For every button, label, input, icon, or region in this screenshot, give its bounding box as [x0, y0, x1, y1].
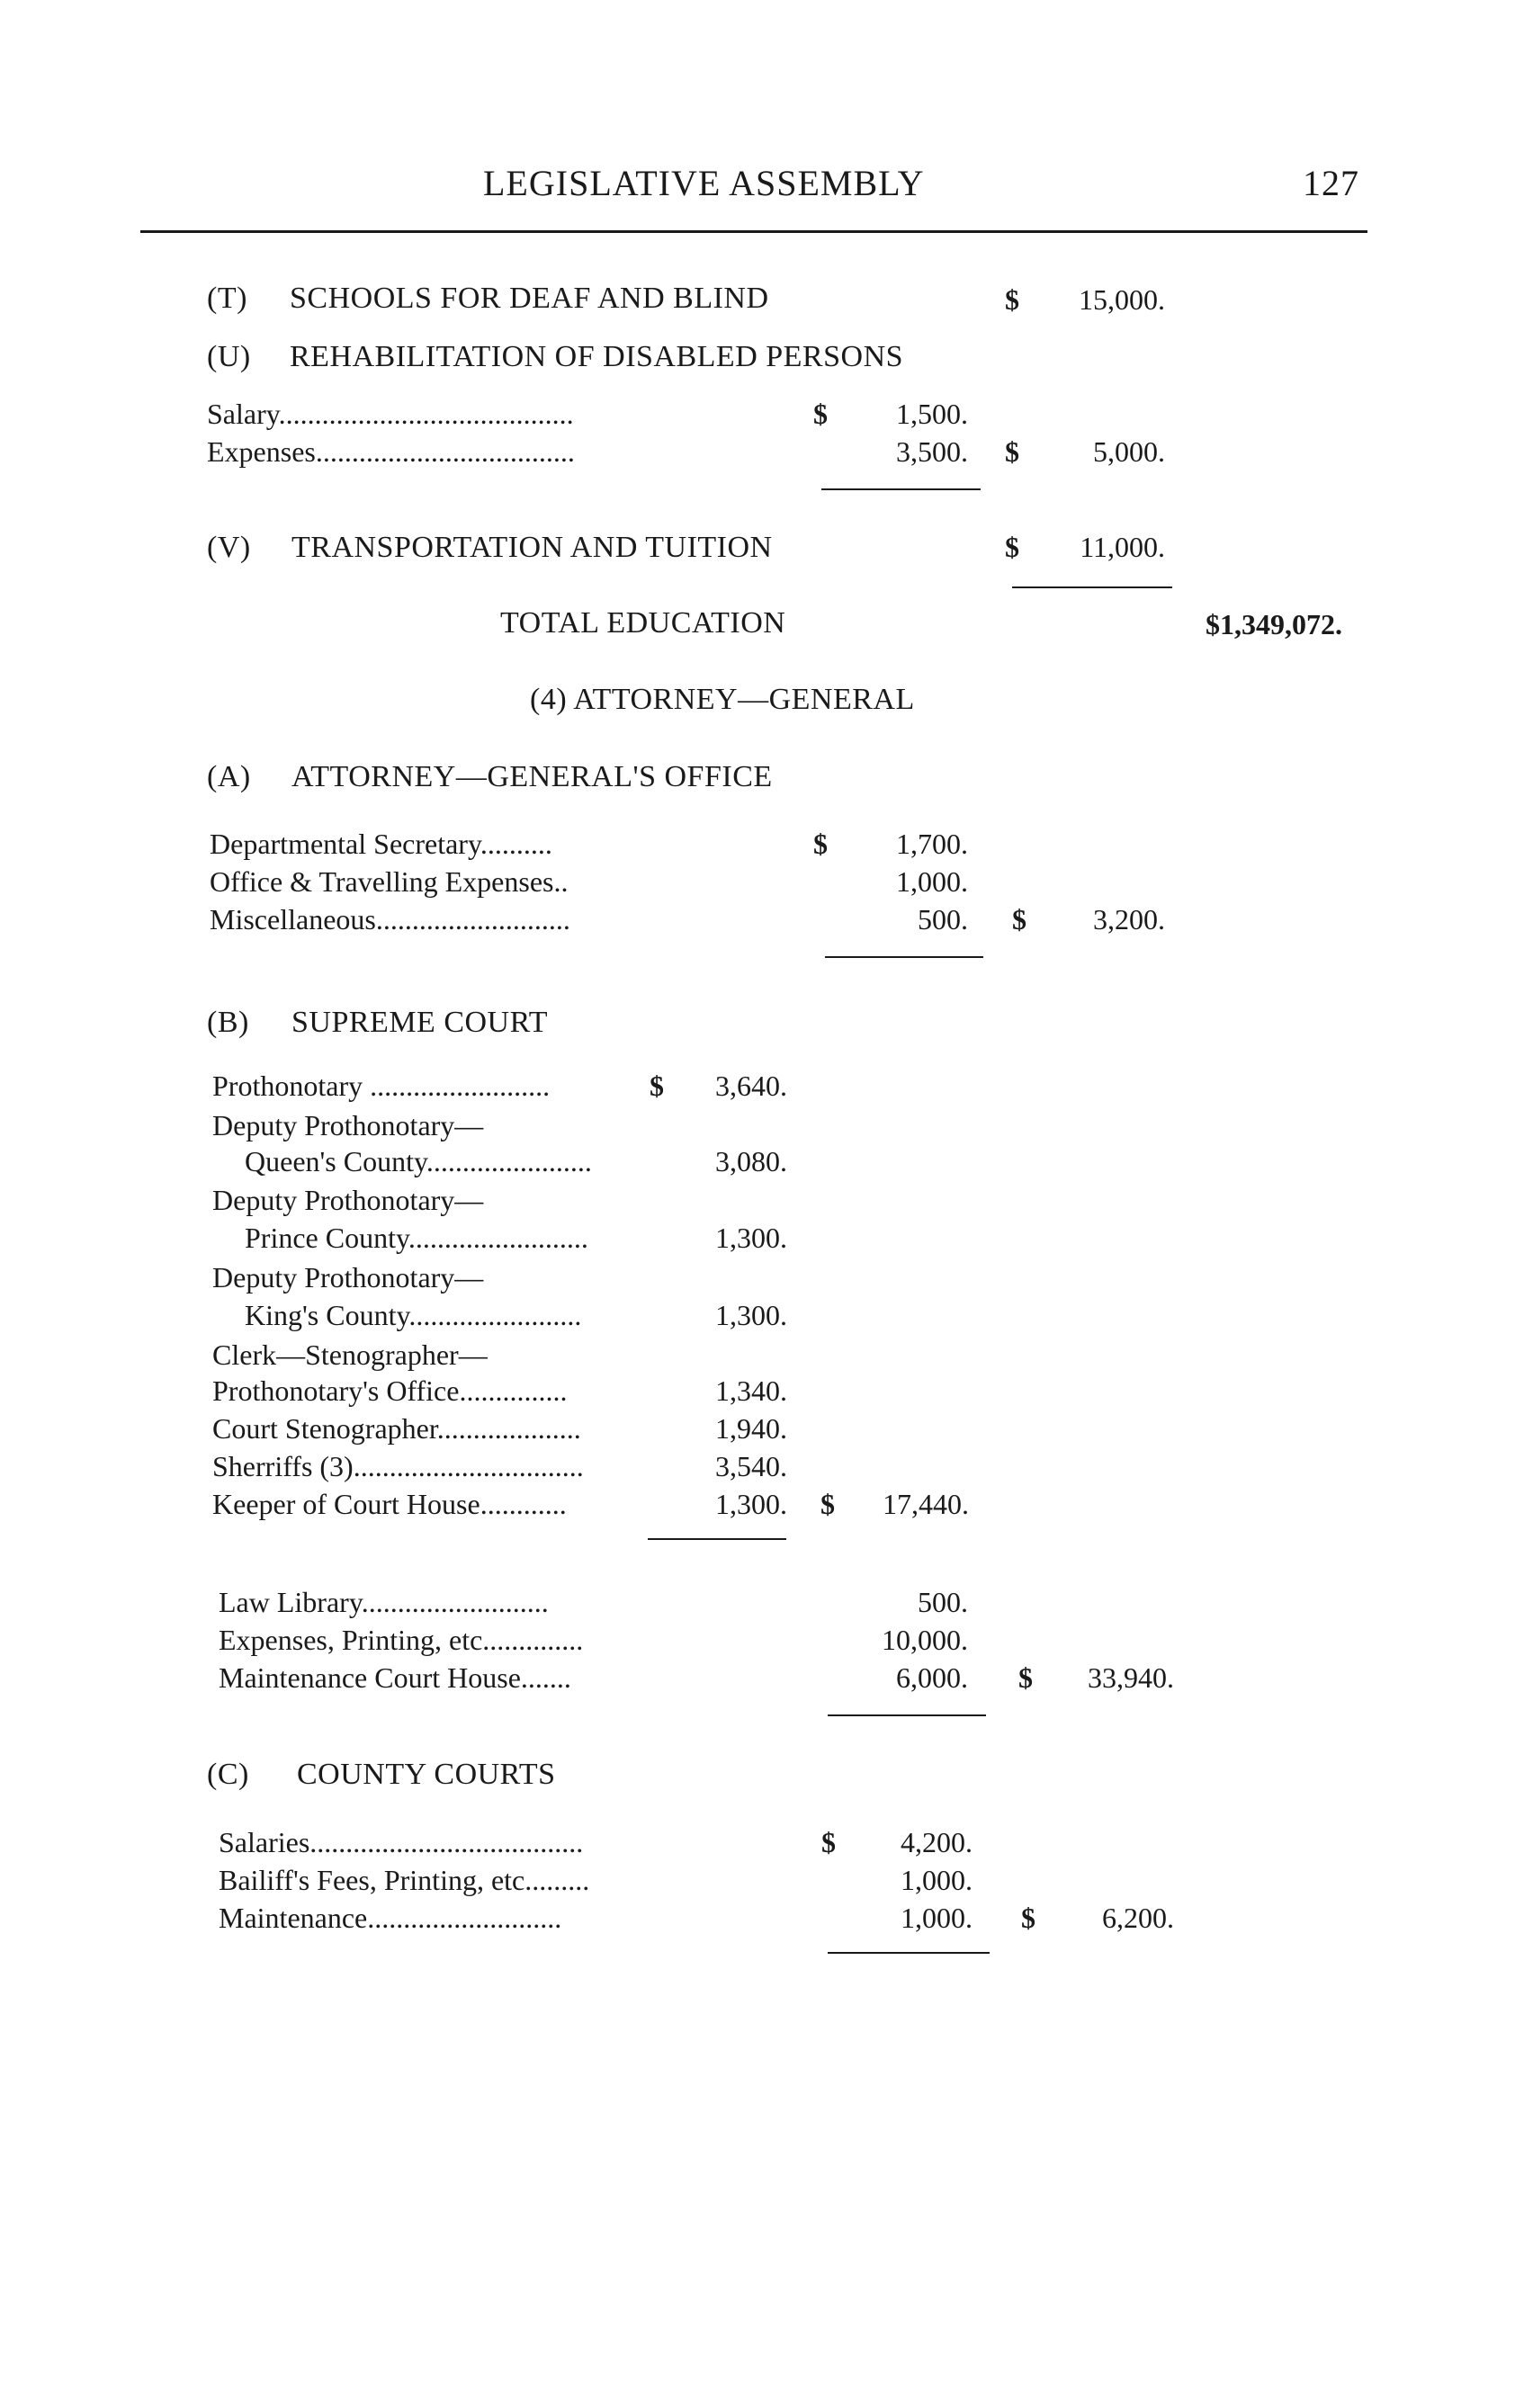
section-u-item-label: Salary.........................................: [207, 398, 574, 430]
page-number: 127: [1303, 163, 1359, 203]
section-b-item2-label: Expenses, Printing, etc..............: [219, 1624, 584, 1656]
section-b-item-dollar: $: [650, 1070, 664, 1102]
section-c-total-dollar: $: [1021, 1902, 1035, 1934]
section-u-rule: [821, 488, 981, 490]
section-b-item-amount: 3,080.: [715, 1145, 787, 1177]
section-a-item-label: Miscellaneous...........................: [210, 903, 570, 935]
section-b-item-label: Court Stenographer....................: [212, 1412, 581, 1445]
section-a-letter: (A): [207, 760, 251, 793]
section-c-title: COUNTY COURTS: [297, 1758, 556, 1791]
section-a-item-dollar: $: [813, 828, 828, 860]
section-b-item-label: Sherriffs (3)................................: [212, 1450, 584, 1482]
section-a-item-amount: 500.: [918, 903, 968, 935]
section-c-item-amount: 1,000.: [901, 1902, 973, 1934]
section-u-letter: (U): [207, 340, 251, 373]
section-c-item-dollar: $: [821, 1826, 836, 1858]
section-b-subtotal: 17,440.: [883, 1488, 969, 1520]
section-a-total: 3,200.: [1093, 903, 1165, 935]
section-c-letter: (C): [207, 1758, 249, 1791]
section-b-item2-amount: 500.: [918, 1586, 968, 1618]
section-b-item-label: Prince County.........................: [245, 1222, 588, 1254]
section-b-item-label: Prothonotary .........................: [212, 1070, 551, 1102]
section-a-item-label: Departmental Secretary..........: [210, 828, 552, 860]
section-v-total: 11,000.: [1080, 531, 1165, 563]
section-a-total-dollar: $: [1012, 903, 1026, 935]
section-b-letter: (B): [207, 1006, 249, 1039]
total-education-amount: $1,349,072.: [1206, 608, 1342, 640]
section-v-dollar: $: [1005, 531, 1019, 563]
section-u-item-dollar: $: [813, 398, 828, 430]
section-b-rule: [828, 1714, 986, 1716]
section-b-item2-amount: 6,000.: [896, 1661, 968, 1694]
section-b-item-amount: 1,300.: [715, 1222, 787, 1254]
section-v-title: TRANSPORTATION AND TUITION: [291, 531, 773, 564]
section-b-item-label: Prothonotary's Office...............: [212, 1374, 568, 1407]
section-b-title: SUPREME COURT: [291, 1006, 549, 1039]
section-b-subtotal-dollar: $: [820, 1488, 835, 1520]
section-b-item-label: Clerk—Stenographer—: [212, 1338, 488, 1371]
section-b-subtotal-rule: [648, 1538, 786, 1540]
section-a-item-label: Office & Travelling Expenses..: [210, 865, 569, 898]
section-u-total: 5,000.: [1093, 435, 1165, 468]
section-b-item-label: Deputy Prothonotary—: [212, 1261, 484, 1294]
section-b-total-dollar: $: [1018, 1661, 1033, 1694]
section-t-dollar: $: [1005, 283, 1019, 316]
total-education-label: TOTAL EDUCATION: [500, 606, 786, 640]
section-b-item-label: Queen's County.......................: [245, 1145, 592, 1177]
section-c-item-label: Maintenance...........................: [219, 1902, 562, 1934]
section-t-letter: (T): [207, 282, 247, 315]
section-u-item-label: Expenses....................................: [207, 435, 575, 468]
section-a-rule: [825, 956, 983, 958]
section-u-item-amount: 1,500.: [896, 398, 968, 430]
section-b-item-amount: 1,940.: [715, 1412, 787, 1445]
section-u-title: REHABILITATION OF DISABLED PERSONS: [290, 340, 904, 373]
section-b-item-label: King's County........................: [245, 1299, 582, 1331]
section-c-item-label: Bailiff's Fees, Printing, etc.........: [219, 1864, 590, 1896]
section-b-item2-label: Law Library..........................: [219, 1586, 549, 1618]
header-rule: [140, 230, 1367, 233]
section-c-item-amount: 4,200.: [901, 1826, 973, 1858]
section-b-item-label: Keeper of Court House............: [212, 1488, 567, 1520]
section-c-item-label: Salaries......................................: [219, 1826, 584, 1858]
section-v-rule: [1012, 586, 1172, 588]
section-t-title: SCHOOLS FOR DEAF AND BLIND: [290, 282, 769, 315]
section-b-item-amount: 1,300.: [715, 1488, 787, 1520]
section-b-item2-amount: 10,000.: [882, 1624, 968, 1656]
section-b-item-amount: 3,640.: [715, 1070, 787, 1102]
section-b-item-label: Deputy Prothonotary—: [212, 1109, 484, 1141]
section-c-item-amount: 1,000.: [901, 1864, 973, 1896]
section-a-item-amount: 1,700.: [896, 828, 968, 860]
section-b-item-label: Deputy Prothonotary—: [212, 1184, 484, 1216]
section-t-total: 15,000.: [1079, 283, 1165, 316]
section-b-item2-label: Maintenance Court House.......: [219, 1661, 571, 1694]
page-title: LEGISLATIVE ASSEMBLY: [483, 163, 925, 203]
section-c-total: 6,200.: [1102, 1902, 1174, 1934]
section-a-item-amount: 1,000.: [896, 865, 968, 898]
section-b-item-amount: 1,340.: [715, 1374, 787, 1407]
section-b-item-amount: 1,300.: [715, 1299, 787, 1331]
attorney-general-heading: (4) ATTORNEY—GENERAL: [530, 683, 915, 716]
section-b-total: 33,940.: [1088, 1661, 1174, 1694]
section-u-total-dollar: $: [1005, 435, 1019, 468]
section-u-item-amount: 3,500.: [896, 435, 968, 468]
section-v-letter: (V): [207, 531, 251, 564]
section-b-item-amount: 3,540.: [715, 1450, 787, 1482]
section-c-rule: [828, 1952, 990, 1954]
section-a-title: ATTORNEY—GENERAL'S OFFICE: [291, 760, 773, 793]
